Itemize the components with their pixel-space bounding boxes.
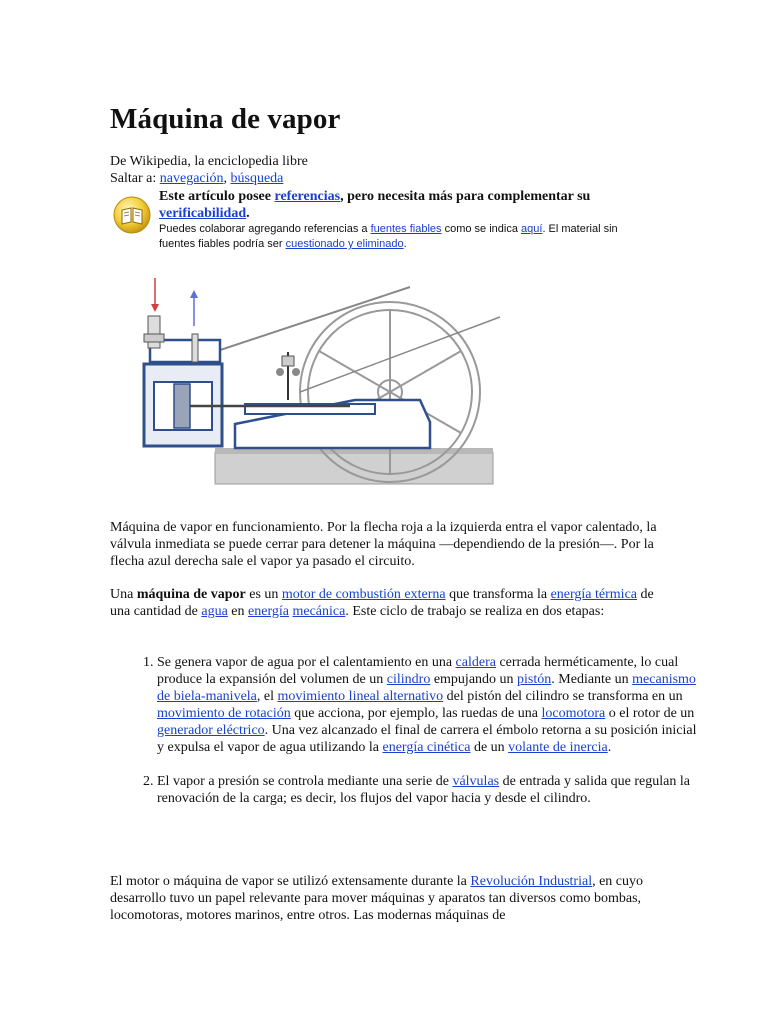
industrial-revolution-link[interactable]: Revolución Industrial <box>470 874 593 889</box>
steam-engine-figure <box>110 272 550 497</box>
list-item <box>157 654 705 756</box>
jump-prefix: Saltar a: <box>110 171 160 186</box>
step1-text-8: o el rotor de un <box>605 706 695 721</box>
notice-text-1: Este artículo posee <box>159 189 275 204</box>
jump-separator: , <box>223 171 231 186</box>
notice-sub-3: . El material sin fuentes fiables podría ser <box>159 223 618 250</box>
intro-text-7: . Este ciclo de trabajo se realiza en dos etapas: <box>345 604 605 619</box>
step1-text-1: Se genera vapor de agua por el calentamiento en una <box>157 655 456 670</box>
rotation-motion-link[interactable]: movimiento de rotación <box>157 706 291 721</box>
notice-text-2: , pero necesita más para complementar su <box>340 189 591 204</box>
references-link[interactable]: referencias <box>274 189 341 204</box>
crank-mechanism-link[interactable]: mecanismo de biela-manivela <box>157 672 696 704</box>
electric-generator-link[interactable]: generador eléctrico <box>157 723 265 738</box>
closing-text-2: , en cuyo desarrollo tuvo un papel relevante para mover máquinas y aparatos tan diversos como bombas, locomotoras, motores marinos, entre otros. Las modernas máquinas de <box>110 874 644 923</box>
intro-text-1: Una <box>110 587 137 602</box>
flywheel-link[interactable]: volante de inercia <box>508 740 608 755</box>
thermal-energy-link[interactable]: energía térmica <box>550 587 637 602</box>
kinetic-energy-link[interactable]: energía cinética <box>382 740 471 755</box>
closing-paragraph <box>110 873 658 924</box>
step2-text-1: El vapor a presión se controla mediante una serie de <box>157 774 453 789</box>
step1-text-2: cerrada herméticamente, lo cual produce la expansión del volumen de un <box>157 655 679 687</box>
locomotive-link[interactable]: locomotora <box>541 706 606 721</box>
intro-paragraph <box>110 586 658 620</box>
intro-text-4: de una cantidad de <box>110 587 654 619</box>
references-notice <box>110 188 658 254</box>
step1-text-3: empujando un <box>430 672 518 687</box>
intro-text-5: en <box>227 604 249 619</box>
list-item <box>157 773 705 807</box>
closing-text-1: El motor o máquina de vapor se utilizó extensamente durante la <box>110 874 471 889</box>
valves-link[interactable]: válvulas <box>452 774 500 789</box>
figure-caption: Máquina de vapor en funcionamiento. Por la flecha roja a la izquierda entra el vapor calentado, la válvula inmediata se puede cerrar para detener la máquina —dependiendo de la presión—. Por la flecha azul derecha sale el vapor ya pasado el circuito. <box>110 520 657 569</box>
jump-navigation-link[interactable]: navegación <box>159 171 224 186</box>
notice-sub-4: . <box>403 238 407 250</box>
notice-text-3: . <box>246 206 250 221</box>
notice-sub-2: como se indica <box>441 223 522 235</box>
step1-text-5: , el <box>256 689 278 704</box>
page-title: Máquina de vapor <box>110 103 341 135</box>
piston-link[interactable]: pistón <box>517 672 552 687</box>
intro-term: máquina de vapor <box>136 587 246 602</box>
notice-main-text <box>159 188 659 222</box>
step1-text-6: del pistón del cilindro se transforma en un <box>443 689 683 704</box>
here-link[interactable]: aquí <box>521 223 543 235</box>
notice-sub-1: Puedes colaborar agregando referencias a <box>159 223 371 235</box>
jump-search-link[interactable]: búsqueda <box>230 171 284 186</box>
article-subtitle: De Wikipedia, la enciclopedia libre <box>110 154 308 169</box>
notice-sub-text <box>159 222 654 252</box>
jump-links <box>110 170 308 187</box>
mechanics-link[interactable]: mecánica <box>292 604 346 619</box>
water-link[interactable]: agua <box>201 604 228 619</box>
steps-list <box>110 654 705 807</box>
reliable-sources-link[interactable]: fuentes fiables <box>370 223 442 235</box>
challenged-removed-link[interactable]: cuestionado y eliminado <box>285 238 404 250</box>
step1-text-10: de un <box>470 740 509 755</box>
step1-text-11: . <box>607 740 612 755</box>
intro-text-2: es un <box>245 587 282 602</box>
step2-text-2: de entrada y salida que regulan la renovación de la carga; es decir, los flujos del vapor hacia y desde el cilindro. <box>157 774 690 806</box>
energy-link[interactable]: energía <box>248 604 289 619</box>
step1-text-9: . Una vez alcanzado el final de carrera el émbolo retorna a su posición inicial y expulsa el vapor de agua utilizando la <box>157 723 697 755</box>
step1-text-7: que acciona, por ejemplo, las ruedas de una <box>290 706 542 721</box>
article-meta <box>110 153 308 187</box>
step1-text-4: . Mediante un <box>551 672 633 687</box>
intro-text-3: que transforma la <box>445 587 551 602</box>
cylinder-link[interactable]: cilindro <box>386 672 431 687</box>
linear-motion-link[interactable]: movimiento lineal alternativo <box>277 689 444 704</box>
verifiability-link[interactable]: verificabilidad <box>159 206 247 221</box>
book-icon <box>112 195 152 240</box>
external-combustion-link[interactable]: motor de combustión externa <box>281 587 446 602</box>
boiler-link[interactable]: caldera <box>455 655 496 670</box>
